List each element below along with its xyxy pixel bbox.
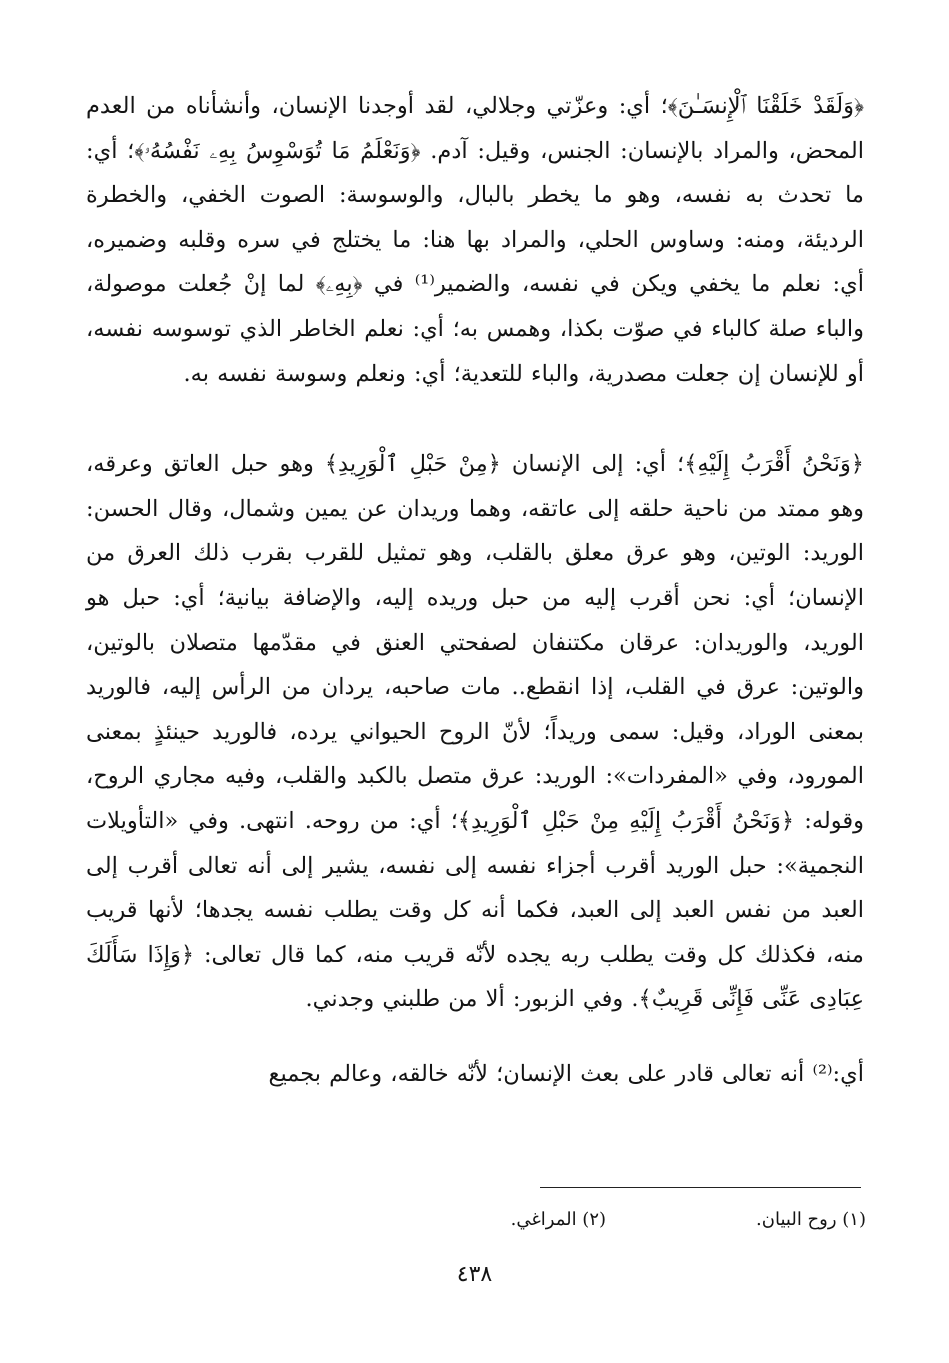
page-number: ٤٣٨ — [456, 1262, 493, 1287]
footnote-divider — [540, 1187, 861, 1188]
footnote-2: (٢) المراغي. — [510, 1209, 607, 1230]
footnote-1: (١) روح البيان. — [756, 1209, 866, 1230]
main-text — [86, 84, 864, 1096]
paragraph-2: ﴿وَنَحْنُ أَقْرَبُ إِلَيْهِ﴾؛ أي: إلى الإنسان ﴿مِنْ حَبْلِ ٱلْوَرِيدِ﴾ وهو حبل العاتق وعرقه، وهو ممتد من ناحية حلقه إلى عاتقه، وهما وريدان عن يمين وشمال، وقال الحسن: الوريد: الوتين، وهو عرق معلق بالقلب، وهو تمثيل للقرب بقرب ذلك العرق من الإنسان؛ أي: نحن أقرب إليه من حبل وريده إليه، والإضافة بيانية؛ أي: حبل هو الوريد، والوريدان: عرقان مكتنفان لصفحتي العنق في مقدّمها متصلان بالوتين، والوتين: عرق في القلب، إذا انقطع.. مات صاحبه، يردان من الرأس إليه، فالوريد بمعنى الوراد، وقيل: سمى وريداً؛ لأنّ الروح الحيواني يرده، فالوريد حينئذٍ بمعنى المورود، وفي «المفردات»: الوريد: عرق متصل بالكبد والقلب، وفيه مجاري الروح، وقوله: ﴿وَنَحْنُ أَقْرَبُ إِلَيْهِ مِنْ حَبْلِ ٱلْوَرِيدِ﴾؛ أي: من روحه. انتهى. وفي «التأويلات النجمية»: حبل الوريد أقرب أجزاء نفسه إلى نفسه، يشير إلى أنه تعالى أقرب إلى العبد من نفس العبد إلى العبد، فكما أنه كل وقت يطلب نفسه يجدها؛ لأنها قريب منه، فكذلك كل وقت يطلب ربه يجده لأنّه قريب منه، كما قال تعالى: ﴿وَإِذَا سَأَلَكَ عِبَادِى عَنِّى فَإِنِّى قَرِيبٌ﴾. وفي الزبور: ألا من طلبني وجدني. — [86, 451, 864, 1013]
paragraph-3: أي:⁽²⁾ أنه تعالى قادر على بعث الإنسان؛ لأنّه خالقه، وعالم بجميع — [268, 1060, 864, 1087]
footnotes — [300, 1205, 866, 1235]
paragraph-1: ﴿وَلَقَدْ خَلَقْنَا ٱلْإِنسَـٰنَ﴾؛ أي: وعزّتي وجلالي، لقد أوجدنا الإنسان، وأنشأناه من العدم المحض، والمراد بالإنسان: الجنس، وقيل: آدم. ﴿وَنَعْلَمُ مَا تُوَسْوِسُ بِهِۦ نَفْسُهُۥ﴾؛ أي: ما تحدث به نفسه، وهو ما يخطر بالبال، والوسوسة: الصوت الخفي، والخطرة الرديئة، ومنه: وساوس الحلي، والمراد بها هنا: ما يختلج في سره وقلبه وضميره، أي: نعلم ما يخفي ويكن في نفسه، والضمير⁽¹⁾ في ﴿بِهِۦ﴾ لما إنْ جُعلت موصولة، والباء صلة كالباء في صوّت بكذا، وهمس به؛ أي: نعلم الخاطر الذي توسوسه نفسه، أو للإنسان إن جعلت مصدرية، والباء للتعدية؛ أي: ونعلم وسوسة نفسه به. — [86, 93, 864, 387]
